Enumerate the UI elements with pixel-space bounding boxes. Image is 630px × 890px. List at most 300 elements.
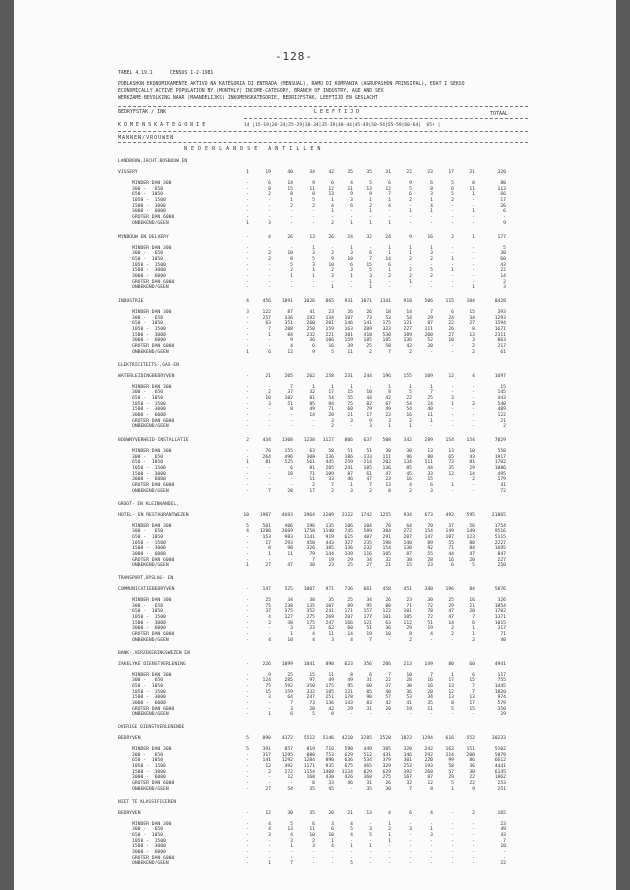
cell-col-1: 501 — [262, 523, 271, 529]
cell-col-6: 141 — [363, 321, 372, 327]
cell-col-1: - — [268, 483, 271, 489]
income-category-label: 3000 - 6000 — [132, 775, 166, 781]
cell-col-6: 121 — [363, 620, 372, 626]
cell-col-2: 18 — [287, 471, 293, 477]
total-col-1: 434 — [262, 438, 271, 443]
cell-col-7: - — [388, 279, 391, 285]
cell-col-0: - — [246, 706, 249, 712]
section-title: INDUSTRIE — [118, 299, 144, 304]
cell-col-9: 51 — [427, 620, 433, 626]
cell-col-10: 47 — [448, 615, 454, 621]
cell-col-8: 85 — [406, 466, 412, 472]
cell-col-3: 2 — [312, 838, 315, 844]
cell-col-6: 589 — [363, 529, 372, 535]
cell-col-6: 83 — [366, 700, 372, 706]
cell-col-10: - — [451, 424, 454, 430]
total-col-2: 30 — [287, 810, 293, 816]
cell-col-7: 530 — [382, 332, 391, 338]
cell-col-12: 1293 — [494, 315, 506, 321]
cell-col-5: 60 — [347, 626, 353, 632]
cell-col-4: 236 — [325, 454, 334, 460]
income-category-label: 3000 - 6000 — [132, 273, 166, 279]
cell-col-7: 1 — [388, 245, 391, 251]
cell-col-9: 25 — [427, 395, 433, 401]
cell-col-1: - — [268, 424, 271, 430]
cell-col-0: - — [246, 551, 249, 557]
cell-col-2: 857 — [284, 747, 293, 752]
total-col-5: 35 — [347, 170, 353, 175]
cell-col-3: 2 — [312, 483, 315, 489]
total-col-0: - — [246, 661, 249, 667]
cell-col-4: 716 — [325, 747, 334, 752]
income-category-label: GROTER DAN 6000 — [132, 483, 175, 489]
cell-col-9: 44 — [427, 466, 433, 472]
total-col-1: 456 — [262, 299, 271, 304]
cell-col-9: 5 — [430, 268, 433, 274]
cell-col-12: 326 — [497, 598, 506, 603]
cell-col-2: 10 — [287, 637, 293, 643]
total-col-4: 971 — [325, 587, 334, 592]
cell-col-9: 52 — [427, 338, 433, 344]
cell-col-4: 205 — [325, 466, 334, 472]
section-title: ZAKELYKE DIENSTVERLENING — [118, 661, 186, 667]
cell-col-11: 84 — [469, 546, 475, 552]
cell-col-10: - — [451, 488, 454, 494]
cell-col-12: 14 — [500, 273, 506, 279]
cell-col-0: - — [246, 540, 249, 546]
cell-col-1: - — [268, 626, 271, 632]
cell-col-6: 185 — [363, 466, 372, 472]
cell-col-10: 12 — [448, 689, 454, 695]
cell-col-5: 1 — [350, 245, 353, 251]
cell-col-2: 406 — [284, 523, 293, 529]
cell-col-5: 4 — [350, 181, 353, 186]
income-category-label: GROTER DAN 6000 — [132, 781, 175, 787]
total-col-11: 21 — [469, 170, 475, 175]
cell-col-6: 90 — [366, 695, 372, 701]
cell-col-10: - — [451, 285, 454, 291]
total-col-4: 258 — [325, 373, 334, 379]
cell-col-3: - — [312, 279, 315, 285]
total-col-7: 458 — [382, 587, 391, 592]
cell-col-5: 1 — [350, 220, 353, 226]
cell-col-10: 13 — [448, 695, 454, 701]
cell-col-4: 33 — [328, 477, 334, 483]
cell-col-12: 550 — [497, 449, 506, 454]
cell-col-7: 291 — [382, 534, 391, 540]
cell-col-1: - — [268, 471, 271, 477]
cell-col-5: 259 — [344, 460, 353, 466]
cell-col-5: - — [350, 279, 353, 285]
total-col-4: 1127 — [322, 438, 334, 443]
cell-col-9: 6 — [430, 181, 433, 186]
cell-col-5: 6 — [350, 203, 353, 209]
section-title: WATERLEIDINGBEDRYVEN — [118, 373, 175, 379]
cell-col-1: 17 — [265, 540, 271, 546]
cell-col-5: 25 — [347, 598, 353, 603]
cell-col-11: 15 — [469, 706, 475, 712]
cell-col-6: 116 — [363, 551, 372, 557]
cell-col-11: 1 — [472, 632, 475, 638]
cell-col-11: 8 — [472, 327, 475, 333]
total-col-0: - — [246, 810, 249, 816]
census-date: CENSUS 1-2-1981 — [169, 71, 214, 76]
cell-col-9: 35 — [427, 700, 433, 706]
income-category-label: MINDER DAN 300 — [132, 310, 172, 315]
total-col-5: 2322 — [341, 512, 353, 518]
cell-col-3: 11 — [309, 186, 315, 192]
cell-col-6: 214 — [363, 460, 372, 466]
total-col-7: 2528 — [379, 736, 391, 741]
cell-col-7: 14 — [385, 256, 391, 262]
cell-col-3: 192 — [306, 315, 315, 321]
cell-col-8: 53 — [406, 695, 412, 701]
cell-col-5: 4 — [350, 832, 353, 838]
cell-col-10: 1 — [451, 268, 454, 274]
total-col-2: 1308 — [281, 438, 293, 443]
cell-col-8: 1 — [409, 209, 412, 215]
cell-col-4: 135 — [325, 523, 334, 529]
cell-col-9: 8 — [430, 786, 433, 792]
cell-col-12: 26 — [500, 203, 506, 209]
cell-col-4: 2 — [331, 251, 334, 257]
section-total-row — [14, 230, 616, 241]
cell-col-8: 1 — [409, 424, 412, 430]
cell-col-4: 241 — [325, 609, 334, 615]
cell-col-4: 54 — [328, 395, 334, 401]
cell-col-9: - — [430, 821, 433, 827]
cell-col-10: 24 — [448, 315, 454, 321]
cell-col-3: 85 — [309, 401, 315, 407]
cell-col-11: - — [472, 483, 475, 489]
income-category-label: 1500 - 3000 — [132, 620, 166, 626]
income-category-label: 1050 - 1500 — [132, 615, 166, 621]
cell-col-11: 123 — [466, 534, 475, 540]
cell-col-4: 1140 — [322, 529, 334, 535]
cell-col-12: 540 — [497, 401, 506, 407]
cell-col-12: 122 — [497, 412, 506, 418]
income-category-label: ONBEKEND/GEEN — [132, 861, 169, 867]
cell-col-8: 167 — [403, 775, 412, 781]
cell-col-11: 20 — [469, 609, 475, 615]
cell-col-0: - — [246, 712, 249, 718]
cell-col-8: - — [409, 285, 412, 291]
cell-col-4: 1 — [331, 285, 334, 291]
cell-col-7: 20 — [385, 706, 391, 712]
cell-col-0: - — [246, 781, 249, 787]
cell-col-6: 61 — [366, 471, 372, 477]
total-col-4: 3209 — [322, 512, 334, 518]
cell-col-5: - — [350, 786, 353, 792]
cell-col-12: 5102 — [494, 747, 506, 752]
cell-col-5: 107 — [344, 315, 353, 321]
cell-col-10: 99 — [448, 758, 454, 764]
cell-col-1: 2 — [268, 251, 271, 257]
total-col-2: 1099 — [281, 661, 293, 667]
cell-col-9: 3 — [430, 192, 433, 198]
cell-col-4: 385 — [325, 546, 334, 552]
cell-col-8: 121 — [403, 321, 412, 327]
cell-col-10: 5 — [451, 781, 454, 787]
cell-col-9: 16 — [427, 678, 433, 684]
cell-col-2: - — [290, 849, 293, 855]
income-category-label: 650 - 1050 — [132, 683, 164, 689]
cell-col-0: - — [246, 546, 249, 552]
total-col-7: 196 — [382, 373, 391, 379]
cell-col-1: 141 — [262, 758, 271, 764]
cell-col-4: 2 — [331, 220, 334, 226]
cell-col-10: - — [451, 390, 454, 396]
cell-col-10: 2 — [451, 632, 454, 638]
total-col-11: 1 — [472, 234, 475, 240]
cell-col-2: 127 — [284, 615, 293, 621]
cell-col-11: 86 — [469, 758, 475, 764]
cell-col-4: 13 — [328, 192, 334, 198]
cell-col-4: 106 — [325, 338, 334, 344]
cell-col-8: - — [409, 855, 412, 861]
cell-col-4: 443 — [325, 540, 334, 546]
income-category-label: GROTER DAN 6000 — [132, 557, 175, 563]
cell-col-4: 62 — [328, 626, 334, 632]
cell-col-3: 260 — [306, 321, 315, 327]
total-col-5: 736 — [344, 587, 353, 592]
cell-col-8: - — [409, 838, 412, 844]
cell-col-11: - — [472, 384, 475, 390]
cell-col-6: 407 — [363, 534, 372, 540]
cell-col-6: 95 — [366, 603, 372, 609]
cell-col-3: 71 — [309, 471, 315, 477]
total-col-0: 10 — [243, 512, 249, 518]
cell-col-12: 1594 — [494, 321, 506, 327]
cell-col-8: 5 — [409, 186, 412, 192]
cell-col-12: 5115 — [494, 534, 506, 540]
cell-col-4: 890 — [325, 758, 334, 764]
income-category-label: 3000 - 6000 — [132, 849, 166, 855]
table-title-2: ECONOMICALLY ACTIVE POPULATION BY (MONTHLY) INCOME-CATEGORY, BRANCH OF INDUSTRY, AGE AND SEX — [118, 89, 384, 94]
cell-col-6: 73 — [366, 315, 372, 321]
cell-col-10: 5 — [451, 192, 454, 198]
cell-col-1: 27 — [265, 786, 271, 792]
cell-col-6: 104 — [363, 523, 372, 529]
cell-col-6: 60 — [366, 683, 372, 689]
income-category-label: 1050 - 1500 — [132, 764, 166, 770]
income-category-label: ONBEKEND/GEEN — [132, 712, 169, 718]
cell-col-6: - — [369, 384, 372, 390]
cell-col-3: 5 — [312, 712, 315, 718]
total-col-9: 4 — [430, 810, 433, 816]
cell-col-8: - — [409, 215, 412, 221]
cell-col-9: 15 — [427, 477, 433, 483]
cell-col-5: 55 — [347, 395, 353, 401]
cell-col-7: 384 — [382, 529, 391, 535]
cell-col-6: 449 — [363, 747, 372, 752]
header-rule-top — [118, 106, 528, 107]
cell-col-0: - — [246, 321, 249, 327]
cell-col-7: 36 — [385, 626, 391, 632]
cell-col-8: 1 — [409, 245, 412, 251]
cell-col-10: - — [451, 209, 454, 215]
cell-col-9: 78 — [427, 609, 433, 615]
cell-col-4: 71 — [328, 407, 334, 413]
table-row — [14, 787, 616, 793]
cell-col-9: 12 — [427, 781, 433, 787]
cell-col-6: - — [369, 861, 372, 867]
cell-col-2: 47 — [287, 563, 293, 569]
total-col-8: 6 — [409, 810, 412, 816]
income-category-label: 1050 - 1500 — [132, 540, 166, 546]
cell-col-5: 139 — [344, 551, 353, 557]
cell-col-9: - — [430, 279, 433, 285]
cell-col-2: - — [290, 483, 293, 489]
cell-col-0: - — [246, 477, 249, 483]
cell-col-11: 16 — [469, 598, 475, 603]
cell-col-8: 4 — [409, 483, 412, 489]
cell-col-4: 3 — [331, 637, 334, 643]
cell-col-12: 755 — [497, 678, 506, 684]
cell-col-5: 186 — [344, 454, 353, 460]
cell-col-9: 40 — [427, 407, 433, 413]
cell-col-0: - — [246, 758, 249, 764]
cell-col-7: 101 — [382, 615, 391, 621]
cell-col-9: - — [430, 838, 433, 844]
cell-col-9: 4 — [430, 632, 433, 638]
cell-col-0: - — [246, 449, 249, 454]
cell-col-7: 42 — [385, 700, 391, 706]
cell-col-1: 6 — [268, 349, 271, 355]
cell-col-0: - — [246, 632, 249, 638]
total-col-10: 616 — [445, 736, 454, 741]
cell-col-5: 590 — [344, 747, 353, 752]
cell-col-4: 935 — [325, 764, 334, 770]
cell-col-10: 35 — [448, 466, 454, 472]
cell-col-3: 232 — [306, 332, 315, 338]
cell-col-3: - — [312, 285, 315, 291]
income-category-label: 300 - 650 — [132, 529, 164, 535]
cell-col-9: - — [430, 424, 433, 430]
cell-col-12: 253 — [497, 781, 506, 787]
cell-col-10: 1 — [451, 483, 454, 489]
cell-col-6: 3 — [369, 424, 372, 430]
cell-col-12: 6 — [503, 209, 506, 215]
cell-col-12: 251 — [497, 786, 506, 792]
cell-col-6: 534 — [363, 758, 372, 764]
income-category-label: MINDER DAN 300 — [132, 245, 172, 251]
cell-col-1: 4 — [268, 615, 271, 621]
cell-col-4: 2 — [331, 488, 334, 494]
cell-col-10: 65 — [448, 454, 454, 460]
total-col-9: 16 — [427, 234, 433, 240]
cell-col-12: 1695 — [494, 546, 506, 552]
cell-col-2: 87 — [287, 310, 293, 315]
total-col-6: 637 — [363, 438, 372, 443]
cell-col-4: 221 — [325, 332, 334, 338]
cell-col-6: 7 — [369, 483, 372, 489]
cell-col-4: 12 — [328, 186, 334, 192]
total-col-2: 40 — [287, 170, 293, 175]
cell-col-8: - — [409, 849, 412, 855]
cell-col-11: - — [472, 412, 475, 418]
cell-col-0: - — [246, 192, 249, 198]
cell-col-0: - — [246, 344, 249, 350]
cell-col-10: 10 — [448, 338, 454, 344]
income-category-label: 650 - 1050 — [132, 256, 164, 262]
cell-col-5: 327 — [344, 540, 353, 546]
cell-col-10: 6 — [451, 186, 454, 192]
cell-col-7: 10 — [385, 632, 391, 638]
total-col-0: 4 — [246, 299, 249, 304]
cell-col-5: 143 — [344, 700, 353, 706]
cell-col-3: - — [312, 855, 315, 861]
cell-col-5: 629 — [344, 752, 353, 758]
cell-col-5: 60 — [347, 407, 353, 413]
cell-col-8: 36 — [406, 689, 412, 695]
cell-col-0: - — [246, 181, 249, 186]
total-col-3: 1238 — [303, 438, 315, 443]
cell-col-2: 285 — [284, 678, 293, 684]
cell-col-1: - — [268, 557, 271, 563]
cell-col-2: 12 — [287, 775, 293, 781]
cell-col-12: 15 — [500, 384, 506, 390]
cell-col-2: 1 — [290, 632, 293, 638]
cell-col-4: 2 — [331, 268, 334, 274]
cell-col-8: 105 — [403, 615, 412, 621]
section-total-row — [14, 806, 616, 817]
cell-col-7: 202 — [382, 460, 391, 466]
cell-col-8: 45 — [406, 471, 412, 477]
total-col-10: 196 — [445, 587, 454, 592]
cell-col-7: 4 — [388, 203, 391, 209]
income-category-label: GROTER DAN 6000 — [132, 855, 175, 861]
total-col-4: 42 — [328, 170, 334, 175]
total-col-4: 26 — [328, 234, 334, 240]
table-row — [14, 424, 616, 430]
income-category-label: 1050 - 1500 — [132, 689, 166, 695]
cell-col-7: 30 — [385, 449, 391, 454]
cell-col-3: 38 — [309, 598, 315, 603]
cell-col-4: 251 — [325, 695, 334, 701]
cell-col-7: 37 — [385, 683, 391, 689]
cell-col-7: 23 — [385, 477, 391, 483]
cell-col-1: - — [268, 268, 271, 274]
total-col-11: 552 — [466, 736, 475, 741]
cell-col-2: 351 — [284, 321, 293, 327]
cell-col-5: 3 — [350, 251, 353, 257]
cell-col-6: 79 — [366, 407, 372, 413]
cell-col-4: 16 — [328, 344, 334, 350]
total-col-3: 1007 — [303, 587, 315, 592]
total-col-6: 32 — [366, 234, 372, 240]
cell-col-6: 185 — [363, 338, 372, 344]
total-col-4: 5146 — [322, 736, 334, 741]
cell-col-2: 1295 — [281, 752, 293, 758]
cell-col-1: 63 — [265, 321, 271, 327]
cell-col-8: 42 — [406, 344, 412, 350]
total-col-0: 2 — [246, 438, 249, 443]
total-col-12: 8428 — [494, 299, 506, 304]
cell-col-1: 3 — [268, 832, 271, 838]
cell-col-3: 1 — [312, 268, 315, 274]
cell-col-0: - — [246, 412, 249, 418]
cell-col-10: - — [451, 262, 454, 268]
cell-col-8: 272 — [403, 529, 412, 535]
cell-col-6: - — [369, 821, 372, 827]
cell-col-3: 1284 — [303, 758, 315, 764]
cell-col-11: - — [472, 395, 475, 401]
total-col-9: 506 — [424, 299, 433, 304]
section-heading — [14, 796, 616, 806]
cell-col-2: 8 — [290, 256, 293, 262]
cell-col-10: 6 — [451, 563, 454, 569]
